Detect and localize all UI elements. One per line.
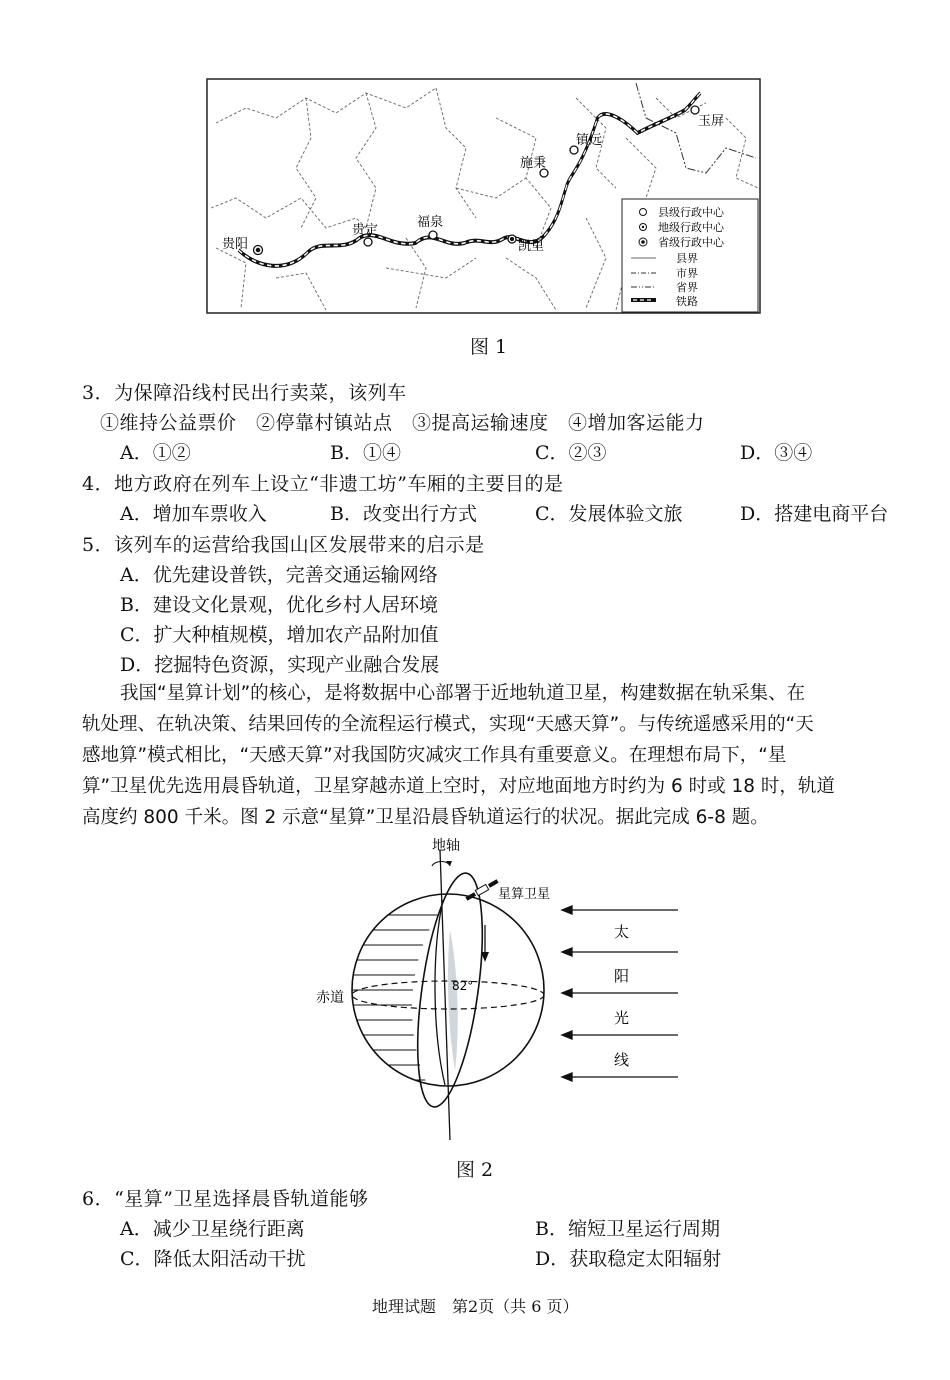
place-shibing: 施秉 [520,156,547,171]
q3-items: ①维持公益票价 ②停靠村镇站点 ③提高运输速度 ④增加客运能力 [100,412,705,434]
q4-option-d[interactable]: D．搭建电商平台 [740,503,889,525]
q6-stem: 6．“星算”卫星选择晨昏轨道能够 [82,1188,369,1210]
passage-line-5: 高度约 800 千米。图 2 示意“星算”卫星沿晨昏轨道运行的状况。据此完成 6-8 题。 [82,807,769,828]
place-zhenyuan: 镇远 [576,133,603,148]
q4-option-b[interactable]: B．改变出行方式 [330,503,477,525]
q5-option-c[interactable]: C．扩大种植规模，增加农产品附加值 [120,624,439,646]
q5-option-a[interactable]: A．优先建设普铁，完善交通运输网络 [120,564,438,586]
q3-option-d[interactable]: D．③④ [740,442,813,464]
q4-stem: 4．地方政府在列车上设立“非遗工坊”车厢的主要目的是 [82,473,564,495]
q5-stem: 5．该列车的运营给我国山区发展带来的启示是 [82,534,485,556]
q3-stem: 3．为保障沿线村民出行卖菜，该列车 [82,382,407,404]
q6-option-c[interactable]: C．降低太阳活动干扰 [120,1248,306,1270]
passage-line-4: 算”卫星优先选用晨昏轨道，卫星穿越赤道上空时，对应地面地方时约为 6 时或 18 时，轨道 [82,776,835,797]
place-yuping: 玉屏 [698,114,725,129]
equator-label: 赤道 [316,990,344,1006]
passage-line-1: 我国“星算计划”的核心，是将数据中心部署于近地轨道卫星，构建数据在轨采集、在 [120,683,806,704]
figure-2-orbit [300,830,700,1150]
sunlight-char-4: 线 [614,1051,630,1069]
q4-option-a[interactable]: A．增加车票收入 [120,503,267,525]
axis-label: 地轴 [432,838,460,854]
legend-prefecture-center: 地级行政中心 [658,221,724,234]
passage [82,678,902,833]
passage-line-2: 轨处理、在轨决策、结果回传的全流程运行模式，实现“天感天算”。与传统遥感采用的“天 [82,714,814,735]
legend-city-border: 市界 [676,267,698,280]
place-guiding: 贵定 [352,223,379,238]
legend-province-center: 省级行政中心 [658,236,724,249]
q6-option-d[interactable]: D．获取稳定太阳辐射 [535,1248,722,1270]
figure-1-map [206,78,762,316]
q5-option-b[interactable]: B．建设文化景观，优化乡村人居环境 [120,594,438,616]
satellite-icon [465,878,499,901]
legend-province-border: 省界 [676,281,698,294]
q3-option-b[interactable]: B．①④ [330,442,401,464]
satellite-label: 星算卫星 [498,887,551,902]
q5-option-d[interactable]: D．挖掘特色资源，实现产业融合发展 [120,654,440,676]
passage-line-3: 感地算”模式相比，“天感天算”对我国防灾减灾工作具有重要意义。在理想布局下，“星 [82,745,787,766]
sunlight-char-2: 阳 [614,967,630,985]
q3-option-a[interactable]: A．①② [120,442,191,464]
sunlight-char-1: 太 [614,923,630,941]
legend-county-border: 县界 [676,252,698,265]
q4-option-c[interactable]: C．发展体验文旅 [535,503,683,525]
page-footer: 地理试题 第2页（共 6 页） [372,1297,579,1316]
map-legend [622,199,758,312]
sunlight-char-3: 光 [614,1009,630,1027]
q6-option-b[interactable]: B．缩短卫星运行周期 [535,1218,720,1240]
legend-railway: 铁路 [676,295,698,308]
q3-option-c[interactable]: C．②③ [535,442,607,464]
place-fuquan: 福泉 [417,215,444,230]
place-kaili: 凯里 [518,239,545,254]
figure-2-caption: 图 2 [456,1159,494,1181]
place-guiyang: 贵阳 [222,237,249,252]
figure-1-caption: 图 1 [470,336,508,358]
angle-label: 82° [452,979,474,993]
q6-option-a[interactable]: A．减少卫星绕行距离 [120,1218,305,1240]
legend-county-center: 县级行政中心 [658,206,724,219]
